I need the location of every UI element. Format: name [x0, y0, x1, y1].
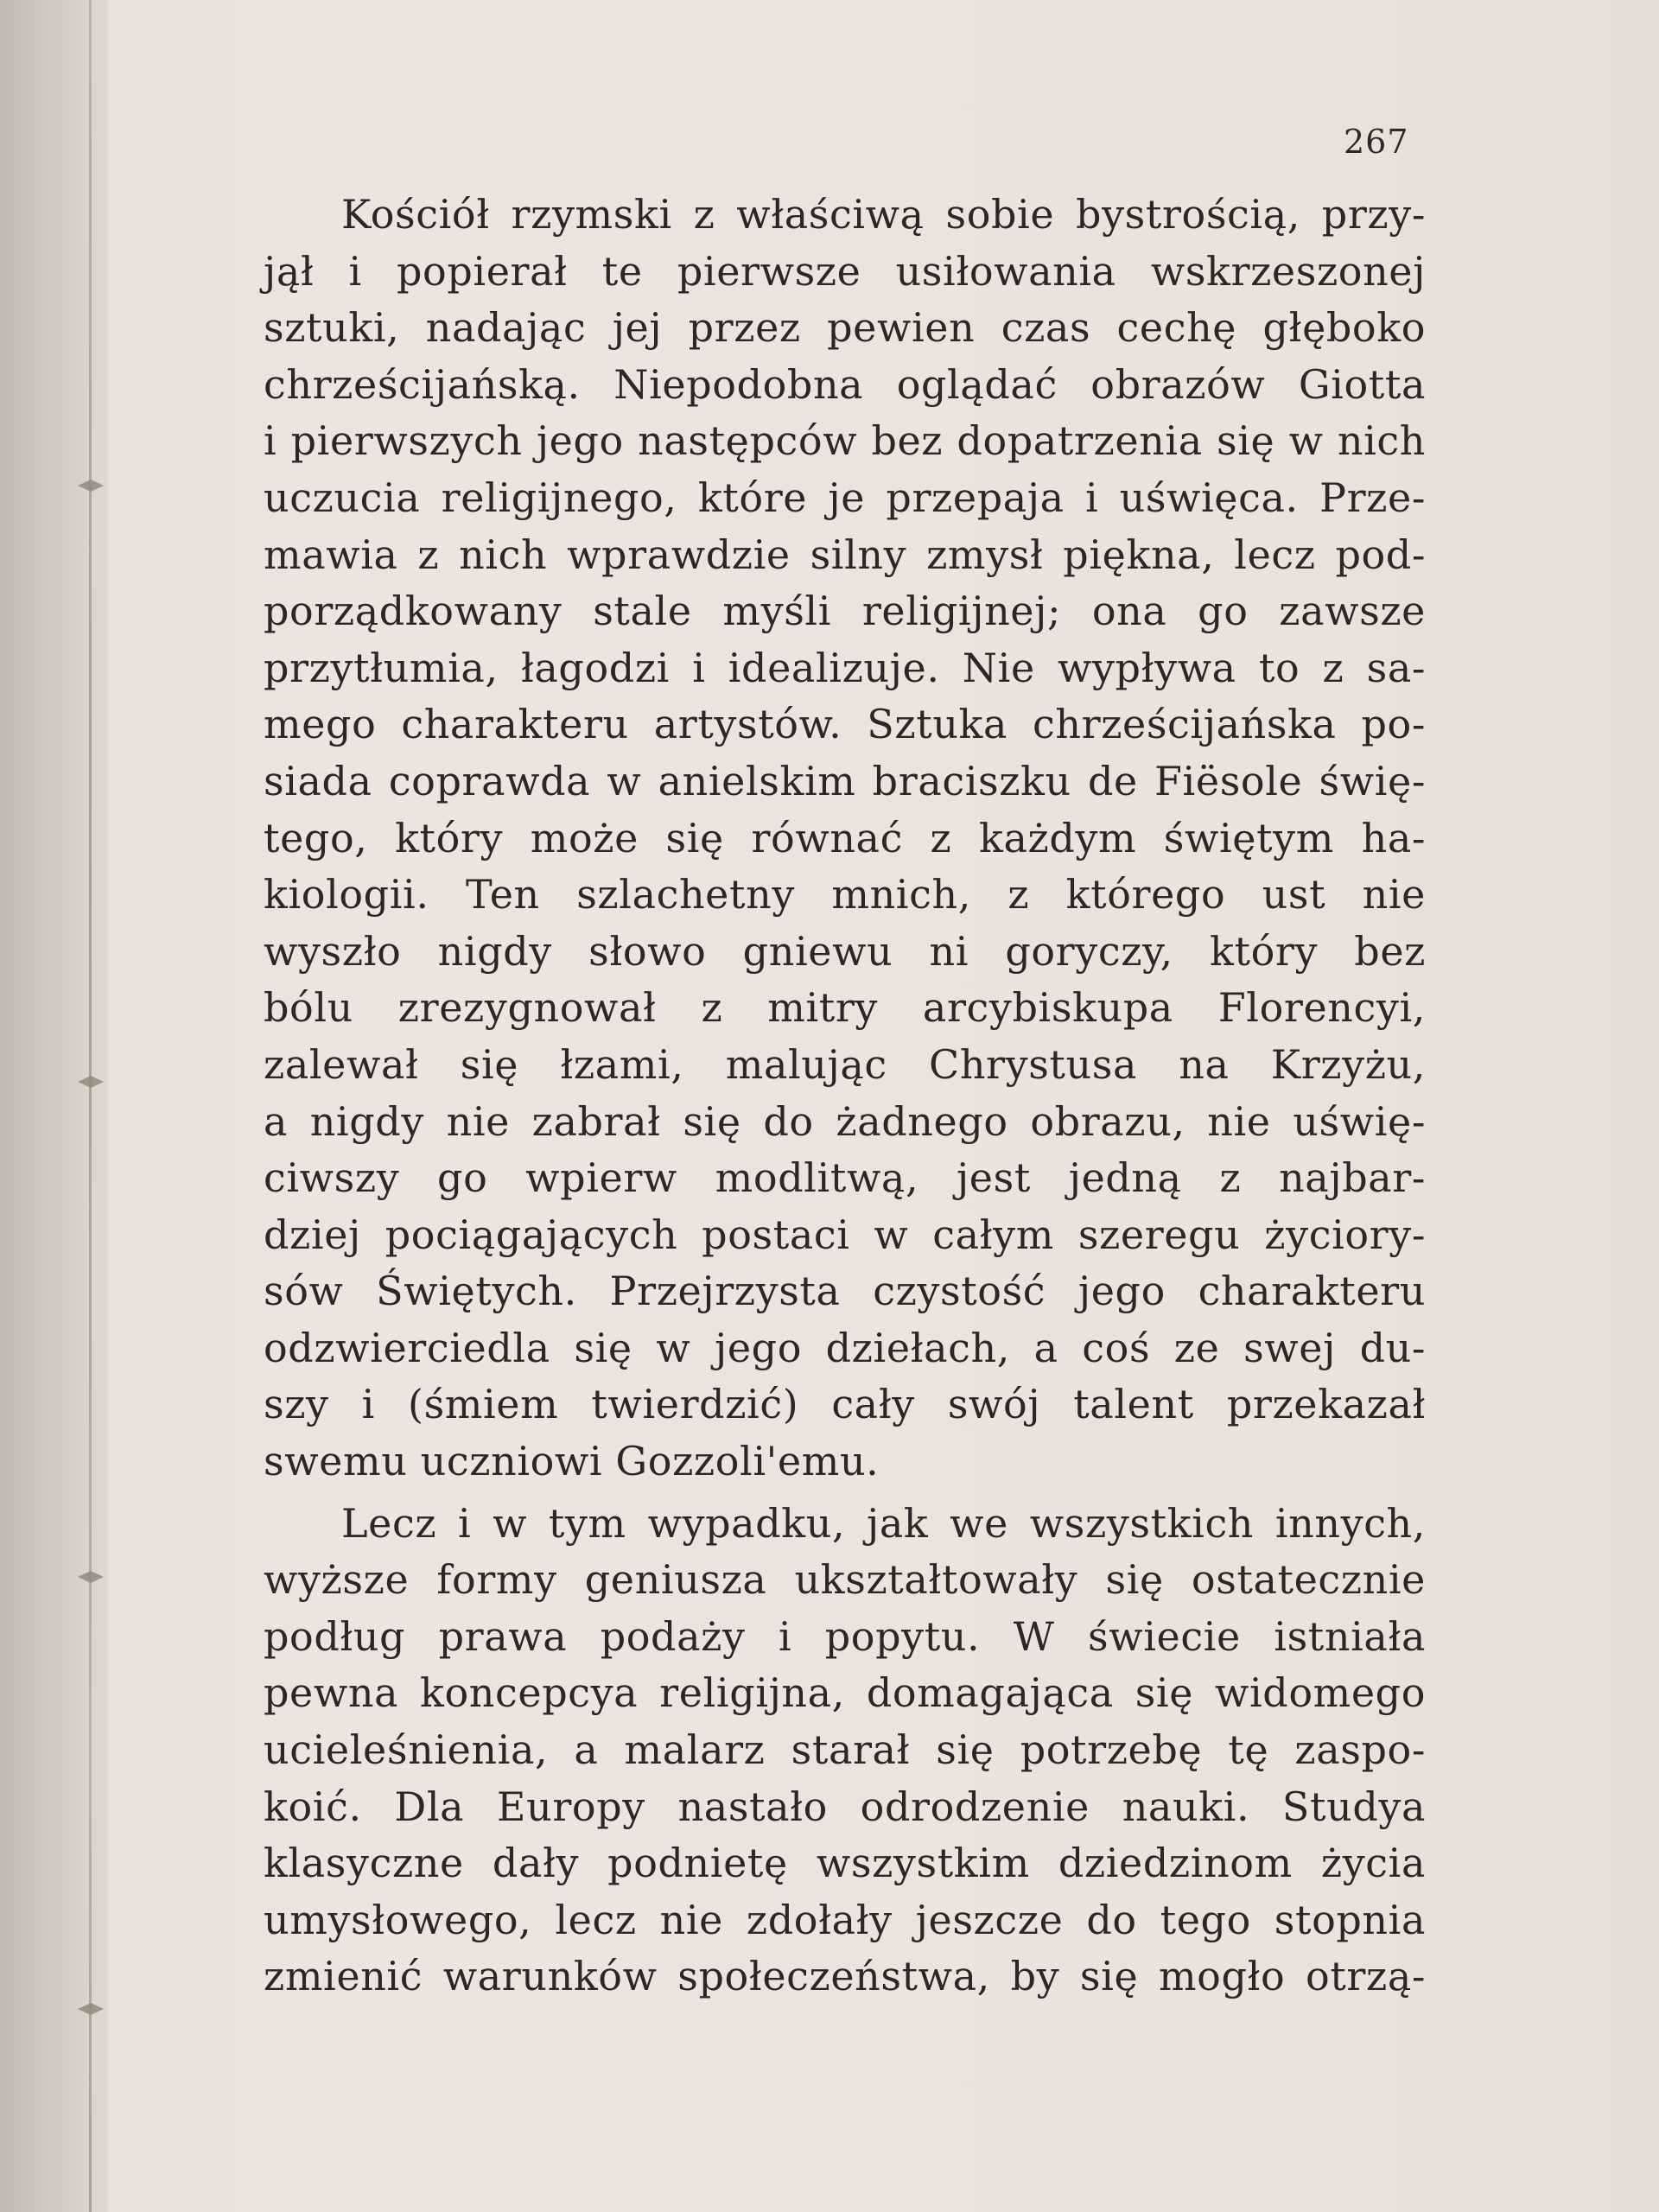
text-line: ucieleśnienia, a malarz starał się potrzebę tę zaspo-	[264, 1726, 1426, 1774]
binding-spine	[89, 0, 92, 2212]
text-line: a nigdy nie zabrał się do żadnego obrazu, nie uświę-	[264, 1097, 1426, 1145]
text-line: mego charakteru artystów. Sztuka chrześcijańska po-	[264, 701, 1426, 748]
text-line: mawia z nich wprawdzie silny zmysł piękna, lecz pod-	[264, 531, 1426, 578]
text-line: umysłowego, lecz nie zdołały jeszcze do tego stopnia	[264, 1896, 1426, 1943]
text-line: chrześcijańską. Niepodobna oglądać obrazów Giotta	[264, 360, 1426, 408]
text-line: wyszło nigdy słowo gniewu ni goryczy, który bez	[264, 927, 1426, 975]
text-line: siada coprawda w anielskim braciszku de Fiësole świę-	[264, 757, 1426, 804]
text-line: pewna koncepcya religijna, domagająca się widomego	[264, 1669, 1426, 1717]
text-line: zmienić warunków społeczeństwa, by się mogło otrzą-	[264, 1953, 1426, 2000]
text-line: sztuki, nadając jej przez pewien czas cechę głęboko	[264, 304, 1426, 352]
text-line: Lecz i w tym wypadku, jak we wszystkich innych,	[341, 1499, 1426, 1547]
text-line: klasyczne dały podnietę wszystkim dziedzinom życia	[264, 1840, 1426, 1887]
text-line: podług prawa podaży i popytu. W świecie istniała	[264, 1612, 1426, 1660]
paragraph-2	[264, 1496, 1426, 2005]
text-line: sów Świętych. Przejrzysta czystość jego charakteru	[264, 1268, 1426, 1315]
text-line: bólu zrezygnował z mitry arcybiskupa Florencyi,	[264, 984, 1426, 1032]
text-line: wyższe formy geniusza ukształtowały się ostatecznie	[264, 1556, 1426, 1604]
text-line: kiologii. Ten szlachetny mnich, z którego ust nie	[264, 871, 1426, 918]
text-line: zalewał się łzami, malując Chrystusa na Krzyżu,	[264, 1040, 1426, 1088]
text-line: jął i popierał te pierwsze usiłowania wskrzeszonej	[264, 247, 1426, 295]
text-line: szy i (śmiem twierdzić) cały swój talent przekazał	[264, 1381, 1426, 1428]
text-line: uczucia religijnego, które je przepaja i uświęca. Prze-	[264, 474, 1426, 521]
text-line: odzwierciedla się w jego dziełach, a coś ze swej du-	[264, 1324, 1426, 1371]
paragraph-1	[264, 187, 1426, 1491]
text-line: tego, który może się równać z każdym świętym ha-	[264, 814, 1426, 861]
text-line: Kościół rzymski z właściwą sobie bystrością, przy-	[341, 191, 1426, 238]
text-line: przytłumia, łagodzi i idealizuje. Nie wypływa to z sa-	[264, 644, 1426, 691]
text-line: koić. Dla Europy nastało odrodzenie nauki. Studya	[264, 1783, 1426, 1830]
book-gutter	[0, 0, 108, 2212]
text-line: swemu uczniowi Gozzoli'emu.	[264, 1438, 880, 1485]
text-line: i pierwszych jego następców bez dopatrzenia się w nich	[264, 417, 1426, 465]
text-line: ciwszy go wpierw modlitwą, jest jedną z najbar-	[264, 1154, 1426, 1202]
text-line: dziej pociągających postaci w całym szeregu życiory-	[264, 1211, 1426, 1258]
page-number: 267	[1344, 123, 1409, 161]
text-line: porządkowany stale myśli religijnej; ona go zawsze	[264, 588, 1426, 635]
body-text	[264, 187, 1426, 2005]
